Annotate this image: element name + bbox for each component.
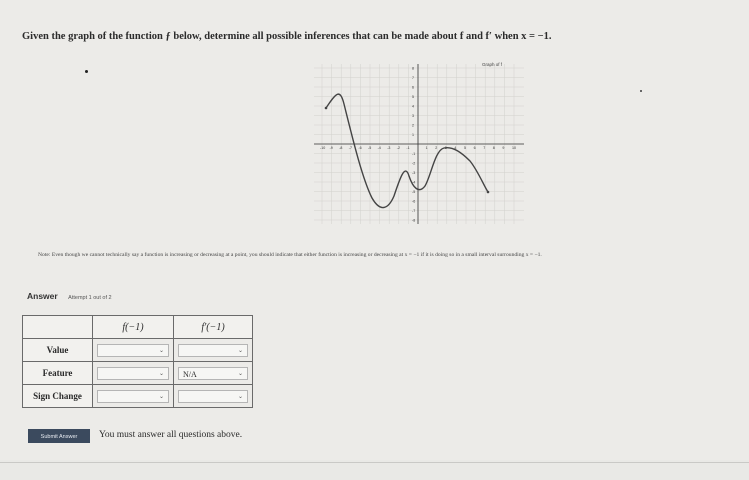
x-tick-label: -3: [387, 146, 391, 150]
x-tick-label: -6: [358, 146, 362, 150]
answer-header: [27, 286, 112, 304]
table-corner: [23, 316, 93, 339]
chevron-down-icon: ⌄: [158, 393, 164, 400]
x-tick-label: -4: [377, 146, 381, 150]
curve-endpoint: [487, 191, 490, 194]
note-text: Note: Even though we cannot technically say a function is increasing or decreasing at a point, you should indicate that either function is increasing or decreasing at x = −1 if it is doing so in a small interval surrounding x = −1.: [38, 252, 542, 258]
row-label-value: Value: [23, 339, 93, 362]
graph-title: Graph of f: [482, 62, 503, 67]
y-tick-label: -2: [412, 161, 416, 166]
stray-dot: [85, 70, 88, 73]
y-tick-label: 4: [412, 104, 414, 109]
feature-fprime-value: N/A: [183, 369, 197, 379]
x-tick-label: 2: [435, 146, 438, 150]
x-tick-label: 8: [492, 146, 495, 150]
must-answer-message: You must answer all questions above.: [99, 430, 243, 440]
header-f: f(−1): [93, 316, 174, 339]
x-tick-label: 7: [483, 146, 486, 150]
x-tick-label: -7: [348, 146, 353, 150]
x-tick-label: 9: [502, 146, 505, 150]
feature-fprime-dropdown[interactable]: [178, 367, 248, 380]
y-tick-label: 3: [412, 114, 414, 118]
x-tick-label: -1: [406, 146, 410, 150]
graph-svg: [312, 58, 526, 226]
y-tick-label: -7: [412, 209, 416, 213]
answer-table: [22, 315, 253, 408]
chevron-down-icon: ⌄: [158, 370, 164, 377]
x-tick-label: 3: [444, 146, 447, 150]
y-tick-label: -1: [412, 152, 416, 156]
curve-endpoint: [325, 107, 328, 110]
y-tick-label: 8: [412, 66, 414, 71]
y-tick-label: -4: [412, 180, 416, 185]
stray-mark: [640, 90, 642, 92]
x-tick-label: -8: [339, 146, 343, 150]
y-tick-label: -6: [412, 199, 416, 204]
answer-label: Answer: [27, 291, 58, 301]
table-row: [23, 339, 253, 362]
y-tick-label: -8: [412, 218, 416, 223]
value-f-dropdown[interactable]: [97, 344, 169, 357]
row-label-sign-change: Sign Change: [23, 385, 93, 408]
y-tick-label: 1: [412, 133, 414, 137]
row-label-feature: Feature: [23, 362, 93, 385]
sign-f-dropdown[interactable]: [97, 390, 169, 403]
y-tick-label: -3: [412, 171, 416, 175]
y-tick-label: -5: [412, 190, 416, 194]
table-row: [23, 385, 253, 408]
x-tick-label: -5: [368, 146, 372, 150]
sign-fprime-dropdown[interactable]: [178, 390, 248, 403]
divider: [0, 462, 749, 463]
table-row: [23, 362, 253, 385]
x-tick-label: 6: [473, 146, 476, 150]
x-tick-label: 10: [512, 146, 516, 150]
y-tick-label: 7: [412, 76, 414, 80]
question-text: Given the graph of the function ƒ below, determine all possible inferences that can be made about f and f′ when x = −1.: [22, 31, 552, 42]
attempt-counter: Attempt 1 out of 2: [68, 295, 112, 301]
y-tick-label: 2: [412, 123, 414, 128]
feature-f-dropdown[interactable]: [97, 367, 169, 380]
x-tick-label: 1: [425, 146, 428, 150]
x-tick-label: -10: [320, 146, 326, 150]
x-tick-label: -9: [329, 146, 333, 150]
x-tick-label: 4: [454, 146, 457, 150]
y-tick-label: 6: [412, 85, 414, 90]
chevron-down-icon: ⌄: [237, 347, 243, 354]
x-tick-label: -2: [396, 146, 401, 150]
chevron-down-icon: ⌄: [158, 347, 164, 354]
function-graph: [312, 58, 526, 226]
y-tick-label: 5: [412, 95, 414, 99]
x-tick-label: 5: [464, 146, 466, 150]
chevron-down-icon: ⌄: [237, 370, 243, 377]
chevron-down-icon: ⌄: [237, 393, 243, 400]
header-fprime: f′(−1): [174, 316, 253, 339]
submit-answer-button[interactable]: Submit Answer: [28, 429, 90, 443]
value-fprime-dropdown[interactable]: [178, 344, 248, 357]
